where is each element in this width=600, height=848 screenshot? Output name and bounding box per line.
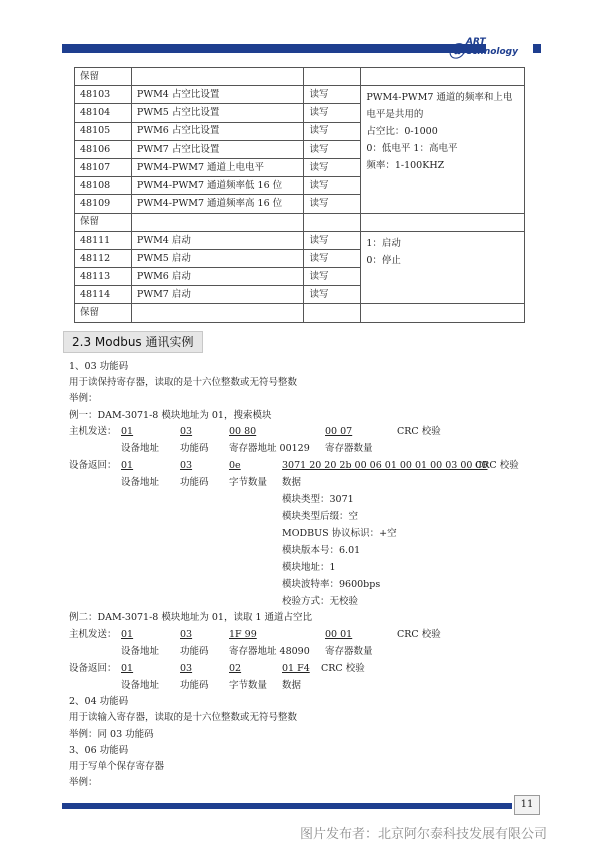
register-name-cell: PWM4-PWM7 通道频率低 16 位	[131, 177, 304, 195]
register-address-cell: 48107	[75, 158, 132, 176]
ex2-recv-desc-data: 数据	[282, 680, 302, 691]
ex2-send-desc-func: 功能码	[180, 646, 209, 657]
ex1-recv-desc-func: 功能码	[180, 477, 209, 488]
description-line: 0：低电平 1：高电平	[366, 143, 458, 155]
ex2-send-desc-reg: 寄存器地址 48090	[229, 646, 310, 657]
register-address-cell: 保留	[75, 304, 132, 322]
register-address-cell: 48106	[75, 140, 132, 158]
ex2-recv-label: 设备返回：	[69, 663, 117, 674]
ex1-data-item: 模块版本号：6.01	[282, 545, 361, 556]
ex2-send-desc-addr: 设备地址	[121, 646, 160, 657]
register-name-cell: PWM7 占空比设置	[131, 140, 304, 158]
register-name-cell: PWM4 启动	[131, 231, 304, 249]
ex2-send-desc-count: 寄存器数量	[325, 646, 373, 657]
register-name-cell	[131, 304, 304, 322]
ex2-recv-bytes: 02	[229, 663, 242, 674]
ex1-data-item: 校验方式：无校验	[282, 596, 359, 607]
ex1-recv-label: 设备返回：	[69, 460, 117, 471]
image-credit: 图片发布者：北京阿尔泰科技发展有限公司	[300, 827, 548, 842]
register-table	[74, 67, 525, 323]
register-address-cell: 48109	[75, 195, 132, 213]
ex1-recv-func: 03	[180, 460, 193, 471]
ex1-recv-addr: 01	[121, 460, 134, 471]
register-name-cell: PWM6 启动	[131, 268, 304, 286]
logo-text-technology: Technology	[461, 47, 518, 57]
ex2-send-addr: 01	[121, 629, 134, 640]
description-line: 1：启动	[366, 237, 401, 249]
register-name-cell: PWM5 启动	[131, 249, 304, 267]
section-heading: 2.3 Modbus 通讯实例	[63, 331, 203, 353]
register-name-cell: PWM4 占空比设置	[131, 86, 304, 104]
fc03-desc: 用于读保持寄存器，读取的是十六位整数或无符号整数	[69, 377, 298, 388]
description-cell	[361, 213, 525, 231]
access-cell: 读写	[304, 177, 361, 195]
register-address-cell: 48111	[75, 231, 132, 249]
company-logo	[448, 37, 532, 59]
access-cell: 读写	[304, 140, 361, 158]
ex1-recv-desc-bytes: 字节数量	[229, 477, 268, 488]
fc03-title: 1、03 功能码	[69, 361, 129, 372]
register-name-cell	[131, 68, 304, 86]
ex1-send-desc-count: 寄存器数量	[325, 443, 373, 454]
register-address-cell: 48108	[75, 177, 132, 195]
ex2-recv-data: 01 F4	[282, 663, 310, 674]
header-bar-end	[533, 44, 541, 53]
ex1-send-count: 00 07	[325, 426, 353, 437]
ex2-recv-addr: 01	[121, 663, 134, 674]
ex1-send-desc-addr: 设备地址	[121, 443, 160, 454]
logo-text-art: ART	[466, 37, 486, 47]
access-cell: 读写	[304, 195, 361, 213]
register-address-cell: 保留	[75, 213, 132, 231]
ex1-data-item: MODBUS 协议标识：+空	[282, 528, 397, 539]
description-line: 电平是共用的	[366, 109, 424, 121]
fc04-desc: 用于读输入寄存器，读取的是十六位整数或无符号整数	[69, 712, 298, 723]
access-cell	[304, 68, 361, 86]
ex1-send-reg: 00 80	[229, 426, 257, 437]
description-line: 占空比：0-1000	[366, 126, 438, 138]
page-number: 11	[514, 795, 540, 815]
description-line: 频率：1-100KHZ	[366, 160, 445, 172]
register-name-cell: PWM5 占空比设置	[131, 104, 304, 122]
access-cell: 读写	[304, 286, 361, 304]
ex1-recv-desc-addr: 设备地址	[121, 477, 160, 488]
access-cell: 读写	[304, 268, 361, 286]
register-name-cell: PWM4-PWM7 通道上电电平	[131, 158, 304, 176]
ex2-send-label: 主机发送：	[69, 629, 117, 640]
access-cell: 读写	[304, 231, 361, 249]
example2-title: 例二：DAM-3071-8 模块地址为 01，读取 1 通道占空比	[69, 612, 313, 623]
register-name-cell: PWM4-PWM7 通道频率高 16 位	[131, 195, 304, 213]
description-cell	[361, 86, 525, 213]
access-cell: 读写	[304, 122, 361, 140]
ex1-recv-crc: CRC 校验	[475, 460, 519, 471]
access-cell: 读写	[304, 86, 361, 104]
ex1-data-item: 模块地址：1	[282, 562, 336, 573]
ex2-recv-desc-func: 功能码	[180, 680, 209, 691]
ex1-send-addr: 01	[121, 426, 134, 437]
register-address-cell: 48112	[75, 249, 132, 267]
example-label: 举例：	[69, 393, 98, 404]
ex1-recv-bytes: 0e	[229, 460, 241, 471]
table-row	[75, 86, 525, 104]
description-line: 0：停止	[366, 254, 401, 266]
ex1-data-item: 模块类型：3071	[282, 494, 354, 505]
description-cell	[361, 304, 525, 322]
table-row	[75, 68, 525, 86]
register-address-cell: 48113	[75, 268, 132, 286]
ex1-send-func: 03	[180, 426, 193, 437]
access-cell: 读写	[304, 249, 361, 267]
header-bar	[62, 44, 486, 53]
example1-title: 例一：DAM-3071-8 模块地址为 01，搜索模块	[69, 410, 272, 421]
ex1-data-item: 模块类型后缀：空	[282, 511, 359, 522]
access-cell: 读写	[304, 158, 361, 176]
description-cell	[361, 231, 525, 304]
ex2-send-crc: CRC 校验	[397, 629, 441, 640]
ex1-recv-desc-data: 数据	[282, 477, 302, 488]
fc06-desc: 用于写单个保存寄存器	[69, 761, 165, 772]
register-address-cell: 48105	[75, 122, 132, 140]
fc06-title: 3、06 功能码	[69, 745, 129, 756]
ex1-data-item: 模块波特率：9600bps	[282, 579, 381, 590]
ex1-send-desc-reg: 寄存器地址 00129	[229, 443, 310, 454]
fc06-example: 举例：	[69, 777, 98, 788]
fc04-example: 举例：同 03 功能码	[69, 729, 154, 740]
register-address-cell: 48104	[75, 104, 132, 122]
ex1-recv-data: 3071 20 20 2b 00 06 01 00 01 00 03 00 00	[282, 460, 488, 471]
table-row	[75, 231, 525, 249]
register-name-cell	[131, 213, 304, 231]
ex2-send-count: 00 01	[325, 629, 353, 640]
ex2-recv-crc: CRC 校验	[321, 663, 365, 674]
table-row	[75, 213, 525, 231]
description-line: PWM4-PWM7 通道的频率和上电	[366, 92, 513, 104]
register-name-cell: PWM7 启动	[131, 286, 304, 304]
fc04-title: 2、04 功能码	[69, 696, 129, 707]
ex2-recv-desc-addr: 设备地址	[121, 680, 160, 691]
ex2-send-reg: 1F 99	[229, 629, 257, 640]
access-cell: 读写	[304, 104, 361, 122]
access-cell	[304, 213, 361, 231]
ex2-recv-desc-bytes: 字节数量	[229, 680, 268, 691]
logo-icon: ⓐ	[448, 42, 465, 61]
table-row	[75, 304, 525, 322]
ex1-send-crc: CRC 校验	[397, 426, 441, 437]
description-cell	[361, 68, 525, 86]
register-name-cell: PWM6 占空比设置	[131, 122, 304, 140]
ex1-send-label: 主机发送：	[69, 426, 117, 437]
register-address-cell: 48103	[75, 86, 132, 104]
ex2-recv-func: 03	[180, 663, 193, 674]
access-cell	[304, 304, 361, 322]
register-address-cell: 48114	[75, 286, 132, 304]
ex2-send-func: 03	[180, 629, 193, 640]
register-address-cell: 保留	[75, 68, 132, 86]
footer-bar	[62, 803, 512, 809]
ex1-send-desc-func: 功能码	[180, 443, 209, 454]
